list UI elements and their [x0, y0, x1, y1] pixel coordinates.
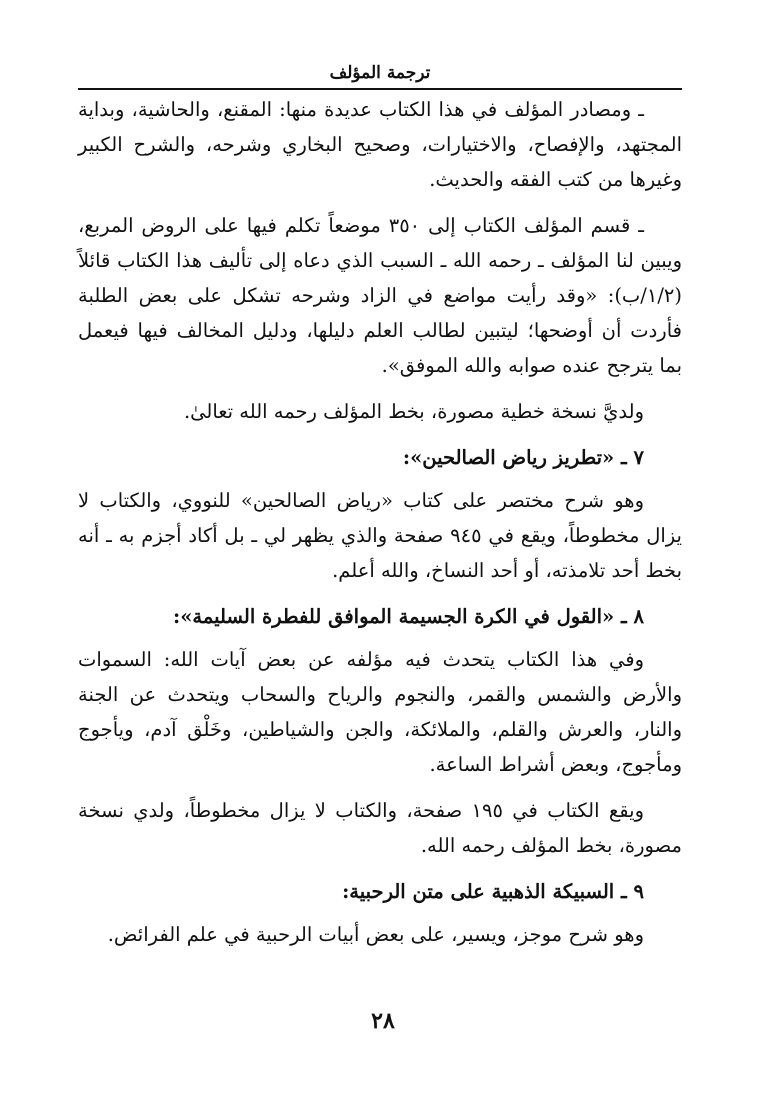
- paragraph-division: ـ قسم المؤلف الكتاب إلى ٣٥٠ موضعاً تكلم فيها على الروض المربع، ويبين لنا المؤلف ـ رحمه الله ـ السبب الذي دعاه إلى تأليف هذا الكتاب قائلاً (١/٢/ب): «وقد رأيت مواضع في الزاد وشرحه تشكل على بعض الطلبة فأردت أن أوضحها؛ ليتبين لطالب العلم دليلها، ودليل المخالف فيها فيعمل بما يترجح عنده صوابه والله الموفق».: [78, 214, 682, 377]
- page-number: ٢٨: [371, 1008, 395, 1034]
- paragraph-kura-pages: ويقع الكتاب في ١٩٥ صفحة، والكتاب لا يزال مخطوطاً، ولدي نسخة مصورة، بخط المؤلف رحمه الله.: [78, 799, 682, 857]
- section-heading-8: ٨ ـ «القول في الكرة الجسيمة الموافق للفطرة السليمة»:: [173, 605, 644, 628]
- paragraph-tatriz: وهو شرح مختصر على كتاب «رياض الصالحين» للنووي، والكتاب لا يزال مخطوطاً، ويقع في ٩٤٥ صفحة والذي يظهر لي ـ بل أكاد أجزم به ـ أنه بخط أحد تلامذته، أو أحد النساخ، والله أعلم.: [78, 489, 682, 582]
- body-text: [78, 92, 682, 963]
- paragraph-manuscript-copy: ولديَّ نسخة خطية مصورة، بخط المؤلف رحمه الله تعالىٰ.: [183, 400, 644, 423]
- header-rule: [78, 88, 682, 90]
- running-head: ترجمة المؤلف: [329, 63, 431, 83]
- paragraph-kura: وفي هذا الكتاب يتحدث فيه مؤلفه عن بعض آيات الله: السموات والأرض والشمس والقمر، والنجوم والرياح والسحاب ويتحدث عن الجنة والنار، والعرش والقلم، والملائكة، والجن والشياطين، وخَلْق آدم، ويأجوج ومأجوج، وبعض أشراط الساعة.: [78, 648, 682, 776]
- section-heading-9: ٩ ـ السبيكة الذهبية على متن الرحبية:: [342, 880, 644, 903]
- paragraph-sources: ـ ومصادر المؤلف في هذا الكتاب عديدة منها: المقنع، والحاشية، وبداية المجتهد، والإفصاح، والاختيارات، وصحيح البخاري وشرحه، والشرح الكبير وغيرها من كتب الفقه والحديث.: [78, 98, 682, 191]
- paragraph-sabika: وهو شرح موجز، ويسير، على بعض أبيات الرحبية في علم الفرائض.: [107, 923, 644, 946]
- section-heading-7: ٧ ـ «تطريز رياض الصالحين»:: [402, 446, 644, 469]
